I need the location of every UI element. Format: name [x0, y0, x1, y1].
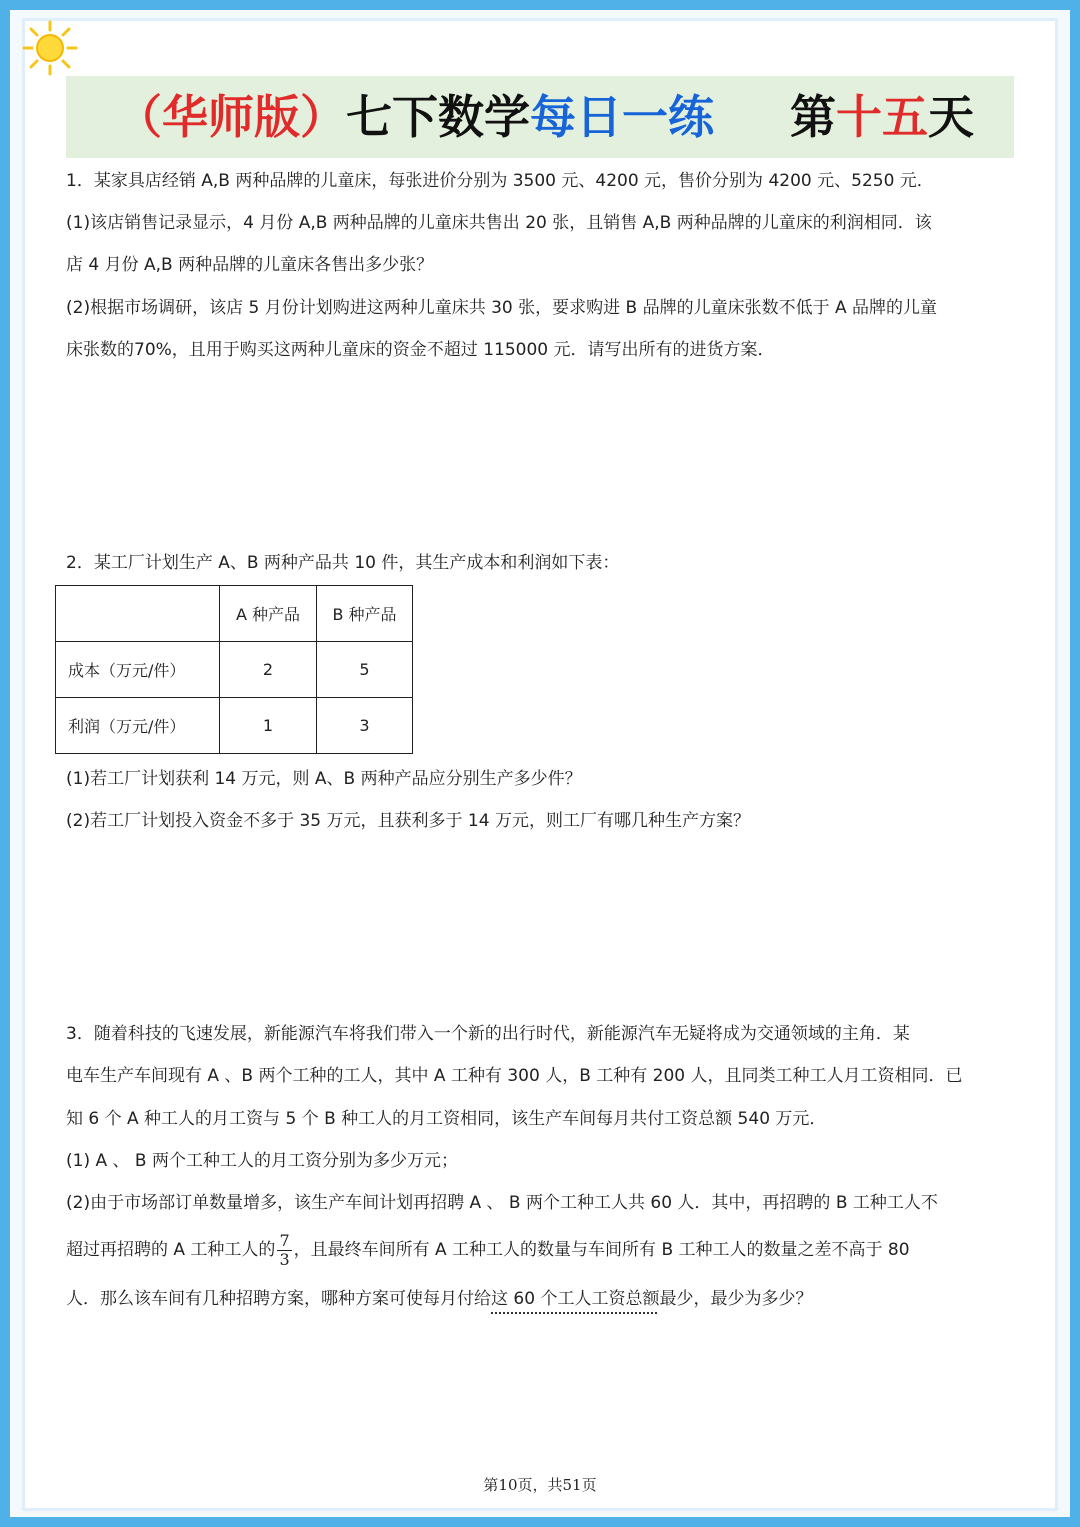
q1-part2-line2: 床张数的70%，且用于购买这两种儿童床的资金不超过 115000 元．请写出所有的进货方案． — [66, 340, 775, 360]
table-header-cell: A 种产品 — [220, 586, 317, 642]
table-cell: 5 — [317, 642, 413, 698]
table-cell: 3 — [317, 698, 413, 754]
q3-part2-line3-after: 最少，最少为多少？ — [659, 1289, 813, 1309]
q1-part2-line1: (2)根据市场调研，该店 5 月份计划购进这两种儿童床共 30 张，要求购进 B 品牌的儿童床张数不低于 A 品牌的儿童 — [66, 298, 938, 318]
q3-stem-line2: 电车生产车间现有 A 、B 两个工种的工人，其中 A 工种有 300 人，B 工种有 200 人，且同类工种工人月工资相同．已 — [66, 1066, 963, 1086]
q2-part1: (1)若工厂计划获利 14 万元，则 A、B 两种产品应分别生产多少件？ — [66, 769, 582, 789]
q1-part1-line2: 店 4 月份 A,B 两种品牌的儿童床各售出多少张？ — [66, 255, 434, 275]
title-day-suffix: 天 — [928, 90, 974, 144]
title-series: 每日一练 — [530, 90, 714, 144]
q2-stem: 2．某工厂计划生产 A、B 两种产品共 10 件，其生产成本和利润如下表： — [66, 553, 620, 573]
fraction-denominator: 3 — [279, 1249, 290, 1269]
table-cell: 1 — [220, 698, 317, 754]
title-day-prefix: 第 — [790, 90, 836, 144]
q3-stem-line1: 3．随着科技的飞速发展，新能源汽车将我们带入一个新的出行时代，新能源汽车无疑将成为交通领域的主角．某 — [66, 1024, 910, 1044]
table-row — [56, 642, 413, 698]
table-header-cell — [56, 586, 220, 642]
table-header-cell: B 种产品 — [317, 586, 413, 642]
table-cell: 2 — [220, 642, 317, 698]
q3-part2-line1: (2)由于市场部订单数量增多，该生产车间计划再招聘 A 、 B 两个工种工人共 60 人．其中，再招聘的 B 工种工人不 — [66, 1193, 938, 1213]
q2-cost-profit-table — [55, 585, 413, 754]
title-day-number: 十五 — [836, 90, 928, 144]
title-publisher: （华师版） — [116, 90, 346, 144]
sun-icon — [20, 18, 80, 78]
table-header-row — [56, 586, 413, 642]
q1-stem: 1．某家具店经销 A,B 两种品牌的儿童床，每张进价分别为 3500 元、4200 元，售价分别为 4200 元、5250 元． — [66, 171, 934, 191]
q3-part2-line2-before: 超过再招聘的 A 工种工人的 — [66, 1240, 276, 1260]
q1-part1-line1: (1)该店销售记录显示，4 月份 A,B 两种品牌的儿童床共售出 20 张，且销售 A,B 两种品牌的儿童床的利润相同．该 — [66, 213, 932, 233]
fraction-seven-thirds — [277, 1232, 291, 1269]
q3-part2-line3-before: 人．那么该车间有几种招聘方案，哪种方案可使每月付给 — [66, 1289, 491, 1309]
page-number: 第10页，共51页 — [483, 1476, 597, 1494]
q3-stem-line3: 知 6 个 A 种工人的月工资与 5 个 B 种工人的月工资相同，该生产车间每月共付工资总额 540 万元． — [66, 1109, 827, 1129]
page-title — [66, 76, 1014, 158]
table-cell: 利润（万元/件） — [56, 698, 220, 754]
emphasized-text: 这 60 个工人工资总额 — [491, 1289, 660, 1309]
title-subject: 七下数学 — [346, 90, 530, 144]
q3-part2-line2-after: ，且最终车间所有 A 工种工人的数量与车间所有 B 工种工人的数量之差不高于 80 — [293, 1240, 910, 1260]
table-cell: 成本（万元/件） — [56, 642, 220, 698]
title-banner — [66, 76, 1014, 158]
q2-part2: (2)若工厂计划投入资金不多于 35 万元，且获利多于 14 万元，则工厂有哪几种生产方案？ — [66, 811, 750, 831]
table-row — [56, 698, 413, 754]
q3-part2-line2 — [66, 1230, 1016, 1270]
q3-part1: (1) A 、 B 两个工种工人的月工资分别为多少万元； — [66, 1151, 458, 1171]
q3-part2-line3 — [66, 1288, 1016, 1310]
fraction-numerator: 7 — [279, 1230, 290, 1250]
